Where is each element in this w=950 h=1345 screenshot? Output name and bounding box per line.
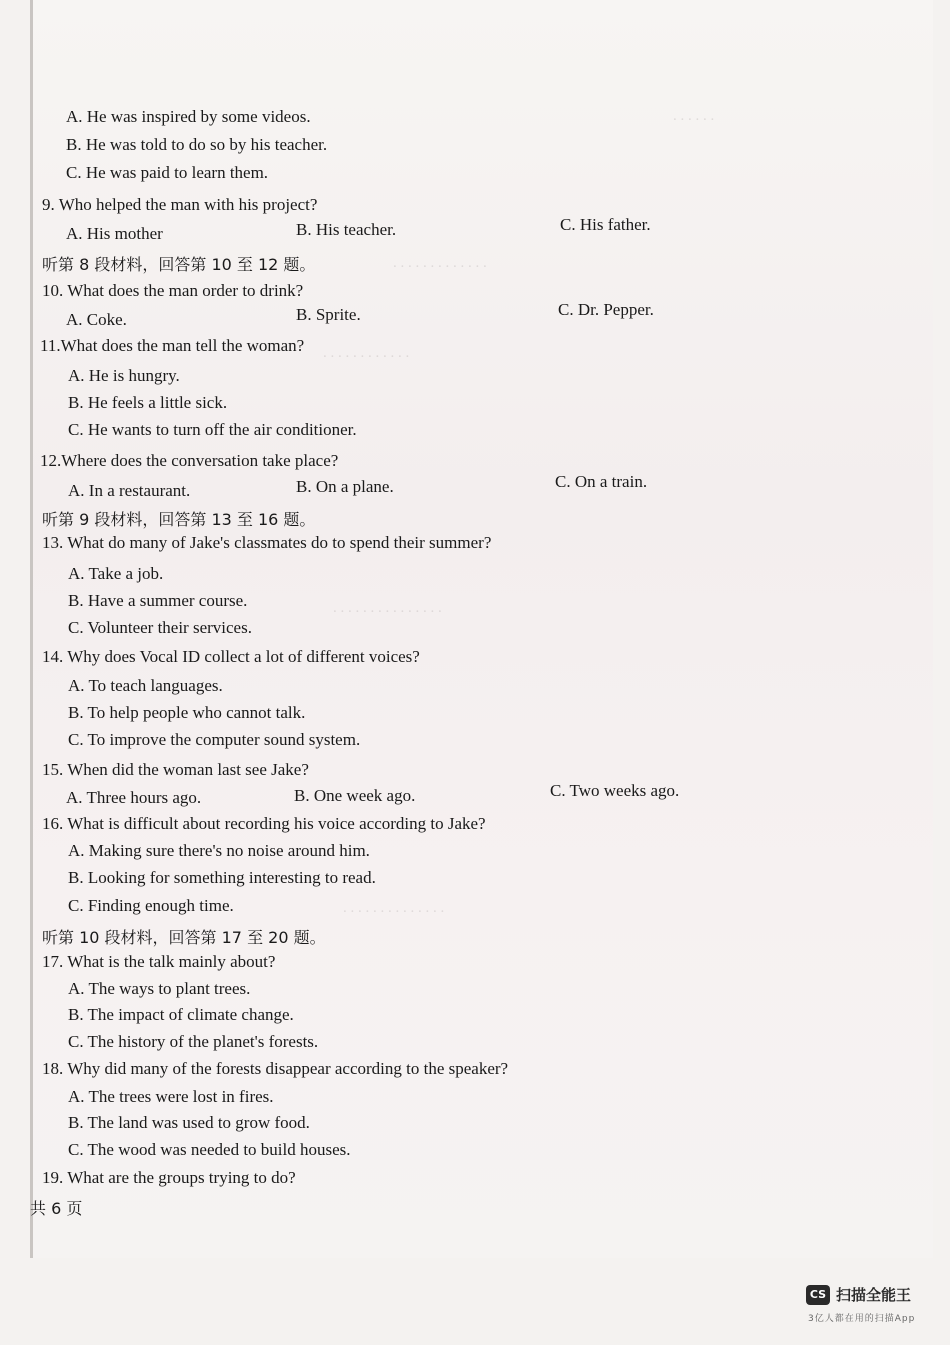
section-heading-9: 听第 9 段材料，回答第 13 至 16 题。 (42, 510, 316, 529)
option-12b: B. On a plane. (296, 477, 394, 496)
option-8a: A. He was inspired by some videos. (66, 107, 311, 126)
question-13: 13. What do many of Jake's classmates do to spend their summer? (42, 533, 492, 552)
question-17: 17. What is the talk mainly about? (42, 952, 276, 971)
camscanner-logo-icon: CS (806, 1285, 830, 1305)
option-13a: A. Take a job. (68, 564, 164, 583)
section-heading-10: 听第 10 段材料，回答第 17 至 20 题。 (42, 928, 326, 947)
question-19: 19. What are the groups trying to do? (42, 1168, 296, 1187)
option-12a: A. In a restaurant. (68, 481, 191, 500)
option-17a: A. The ways to plant trees. (68, 979, 251, 998)
brand-name: 扫描全能王 (836, 1286, 912, 1304)
option-16b: B. Looking for something interesting to read. (68, 868, 376, 887)
option-14c: C. To improve the computer sound system. (68, 730, 361, 749)
bleed-through-text: . . . . . . . . . . . . . . (343, 900, 445, 916)
question-12: 12.Where does the conversation take place? (40, 451, 339, 470)
question-10: 10. What does the man order to drink? (42, 281, 304, 300)
option-17c: C. The history of the planet's forests. (68, 1032, 319, 1051)
bleed-through-text: . . . . . . (673, 108, 715, 124)
option-9c: C. His father. (560, 215, 651, 234)
option-12c: C. On a train. (555, 472, 648, 491)
option-11b: B. He feels a little sick. (68, 393, 228, 412)
option-13c: C. Volunteer their services. (68, 618, 252, 637)
scanner-watermark (806, 1284, 911, 1305)
question-11: 11.What does the man tell the woman? (40, 336, 305, 355)
option-10b: B. Sprite. (296, 305, 361, 324)
page-count: 共 6 页 (30, 1199, 83, 1218)
option-15c: C. Two weeks ago. (550, 781, 680, 800)
option-18a: A. The trees were lost in fires. (68, 1087, 274, 1106)
option-10a: A. Coke. (66, 310, 127, 329)
option-8b: B. He was told to do so by his teacher. (66, 135, 328, 154)
section-heading-8: 听第 8 段材料，回答第 10 至 12 题。 (42, 255, 316, 274)
option-11c: C. He wants to turn off the air conditioner. (68, 420, 357, 439)
option-11a: A. He is hungry. (68, 366, 180, 385)
question-18: 18. Why did many of the forests disappear according to the speaker? (42, 1059, 509, 1078)
option-16c: C. Finding enough time. (68, 896, 234, 915)
bleed-through-text: . . . . . . . . . . . . . (393, 255, 487, 271)
option-15b: B. One week ago. (294, 786, 416, 805)
option-14b: B. To help people who cannot talk. (68, 703, 306, 722)
option-10c: C. Dr. Pepper. (558, 300, 654, 319)
option-16a: A. Making sure there's no noise around him. (68, 841, 370, 860)
option-18b: B. The land was used to grow food. (68, 1113, 310, 1132)
question-14: 14. Why does Vocal ID collect a lot of different voices? (42, 647, 420, 666)
option-9a: A. His mother (66, 224, 163, 243)
option-13b: B. Have a summer course. (68, 591, 248, 610)
option-18c: C. The wood was needed to build houses. (68, 1140, 351, 1159)
question-9: 9. Who helped the man with his project? (42, 195, 318, 214)
question-15: 15. When did the woman last see Jake? (42, 760, 309, 779)
option-17b: B. The impact of climate change. (68, 1005, 294, 1024)
bleed-through-text: . . . . . . . . . . . . (323, 345, 410, 361)
bleed-through-text: . . . . . . . . . . . . . . . (333, 600, 442, 616)
question-16: 16. What is difficult about recording his voice according to Jake? (42, 814, 486, 833)
option-15a: A. Three hours ago. (66, 788, 202, 807)
option-8c: C. He was paid to learn them. (66, 163, 269, 182)
option-14a: A. To teach languages. (68, 676, 223, 695)
brand-tagline: 3亿人都在用的扫描App (808, 1314, 916, 1324)
option-9b: B. His teacher. (296, 220, 397, 239)
